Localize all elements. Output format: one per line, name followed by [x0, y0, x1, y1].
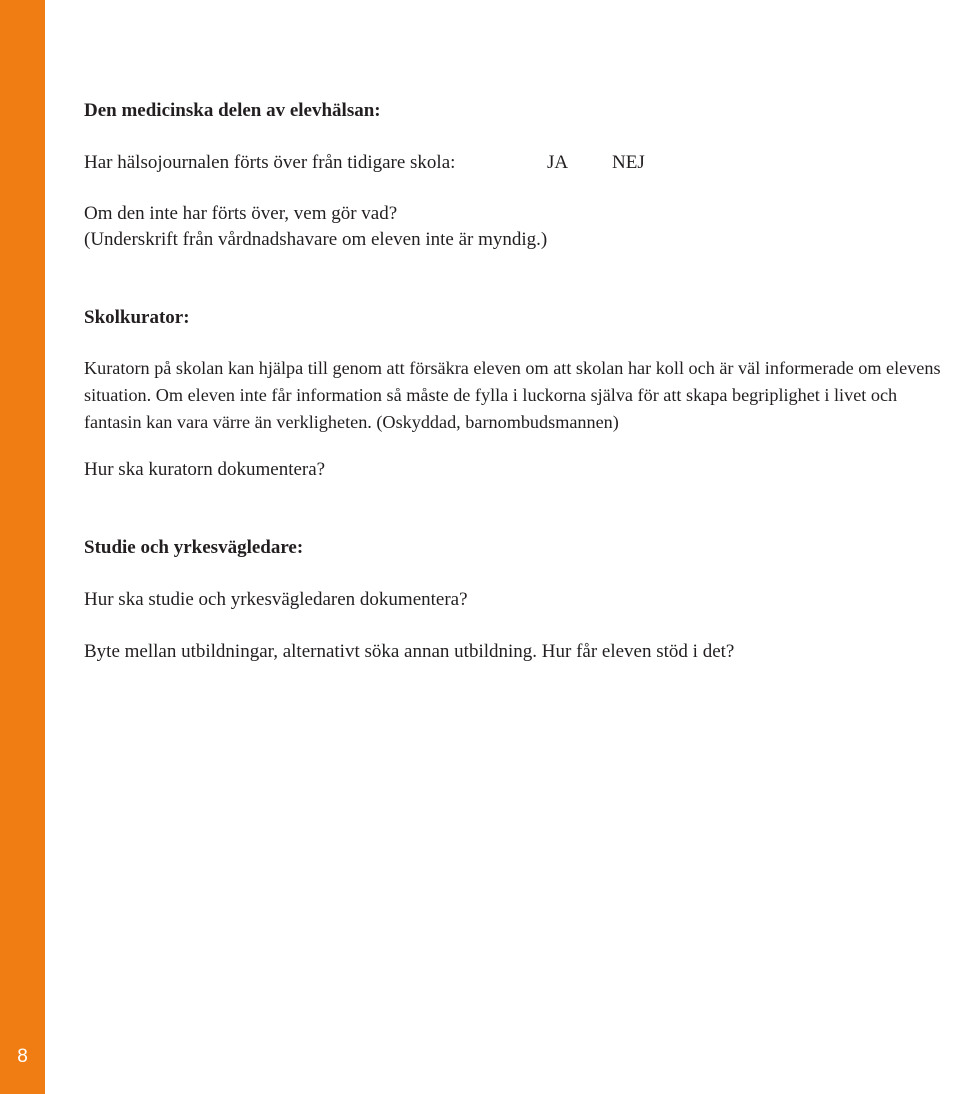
counselor-heading: Skolkurator:	[84, 307, 190, 328]
followup-line-2: (Underskrift från vårdnadshavare om eleven inte är myndig.)	[84, 229, 548, 250]
career-question: Hur ska studie och yrkesvägledaren dokumentera?	[84, 589, 468, 610]
followup-line-1: Om den inte har förts över, vem gör vad?	[84, 203, 398, 224]
counselor-question: Hur ska kuratorn dokumentera?	[84, 459, 326, 480]
counselor-paragraph: Kuratorn på skolan kan hjälpa till genom att försäkra eleven om att skolan har koll och är väl informerade om elevens situation. Om eleven inte får information så måste de fylla i luckorna själva för att skapa begriplighet i livet och fantasin kan vara värre än verkligheten. (Oskyddad, barnombudsmannen)	[84, 358, 941, 432]
journal-question: Har hälsojournalen förts över från tidigare skola:	[84, 152, 456, 173]
career-heading: Studie och yrkesvägledare:	[84, 537, 304, 558]
option-no[interactable]: NEJ	[612, 152, 645, 173]
option-yes[interactable]: JA	[547, 152, 569, 173]
career-note: Byte mellan utbildningar, alternativt söka annan utbildning. Hur får eleven stöd i det?	[84, 641, 735, 662]
medical-heading: Den medicinska delen av elevhälsan:	[84, 100, 381, 121]
page-number: 8	[17, 1046, 28, 1067]
side-accent-bar	[0, 0, 45, 1094]
